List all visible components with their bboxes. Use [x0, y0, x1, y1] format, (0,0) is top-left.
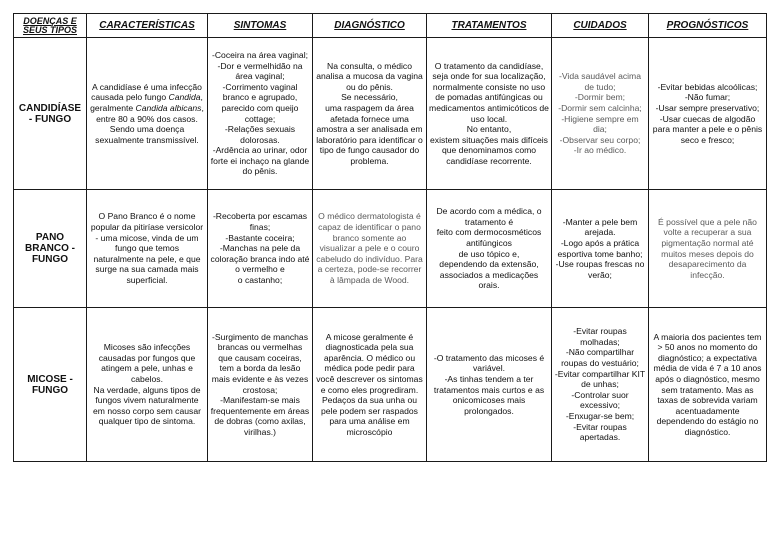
- header-disease-types: DOENÇAS E SEUS TIPOS: [14, 14, 87, 38]
- header-row: [14, 14, 767, 38]
- treatments-cell: -O tratamento das micoses é variável. -As tinhas tendem a ter tratamentos mais curtos e as onicomicoses mais prolongados.: [427, 308, 552, 462]
- prognosis-cell: -Evitar bebidas alcoólicas; -Não fumar; -Usar sempre preservativo; -Usar cuecas de algodão para manter a pele e o pênis seco e fresco;: [649, 38, 767, 190]
- treatments-cell: O tratamento da candidíase, seja onde for sua localização, normalmente consiste no uso de pomadas antifúngicas ou medicamentos antimicóticos de uso local. No entanto, existem situações mais difíceis que denominamos como candidíase recorrente.: [427, 38, 552, 190]
- header-symptoms: SINTOMAS: [208, 14, 313, 38]
- symptoms-cell: -Coceira na área vaginal; -Dor e vermelhidão na área vaginal; -Corrimento vaginal branco e agrupado, parecido com queijo cottage; -Relações sexuais dolorosas. -Ardência ao urinar, odor forte ei inchaço na glande do pênis.: [208, 38, 313, 190]
- species-name: Candida: [168, 92, 201, 103]
- diseases-table: [13, 13, 767, 462]
- symptoms-cell: -Recoberta por escamas finas; -Bastante coceira; -Manchas na pele da coloração branca indo até o vermelho e o castanho;: [208, 190, 313, 308]
- prognosis-cell: A maioria dos pacientes tem > 50 anos no momento do diagnóstico; a expectativa média de vida é 7 a 10 anos após o diagnóstico, mesmo sem tratamento. Mas as taxas de sobrevida variam acentuadamente dependendo do estágio no diagnóstico.: [649, 308, 767, 462]
- characteristics-cell: Micoses são infecções causadas por fungos que atingem a pele, unhas e cabelos. Na verdade, alguns tipos de fungos vivem naturalmente em nosso corpo sem causar qualquer tipo de sintoma.: [87, 308, 208, 462]
- characteristics-cell: A candidíase é uma infecção causada pelo fungo Candida, geralmente Candida albicans, entre 80 a 90% dos casos. Sendo uma doença sexualmente transmissível.: [87, 38, 208, 190]
- table-row-pano-branco: [14, 190, 767, 308]
- header-diagnosis: DIAGNÓSTICO: [313, 14, 427, 38]
- diagnosis-cell: Na consulta, o médico analisa a mucosa da vagina ou do pênis. Se necessário, uma raspagem da área afetada fornece uma amostra a ser analisada em laboratório para identificar o tipo de fungo causador do problema.: [313, 38, 427, 190]
- disease-name: MICOSE - FUNGO: [14, 308, 87, 462]
- care-cell: -Evitar roupas molhadas; -Não compartilhar roupas do vestuário; -Evitar compartilhar KIT de unhas; -Controlar suor excessivo; -Enxugar-se bem; -Evitar roupas apertadas.: [552, 308, 649, 462]
- header-care: CUIDADOS: [552, 14, 649, 38]
- symptoms-cell: -Surgimento de manchas brancas ou vermelhas que causam coceiras, tem a borda da lesão mais evidente e às vezes crostosa; -Manifestam-se mais frequentemente em áreas de dobras (como axilas, virilhas.): [208, 308, 313, 462]
- treatments-cell: De acordo com a médica, o tratamento é feito com dermocosméticos antifúngicos de uso tópico e, dependendo da extensão, associados a medicações orais.: [427, 190, 552, 308]
- header-characteristics: CARACTERÍSTICAS: [87, 14, 208, 38]
- care-cell: -Vida saudável acima de tudo; -Dormir bem; -Dormir sem calcinha; -Higiene sempre em dia; -Observar seu corpo; -Ir ao médico.: [552, 38, 649, 190]
- table-row-candidiase: [14, 38, 767, 190]
- disease-name: PANO BRANCO - FUNGO: [14, 190, 87, 308]
- characteristics-cell: O Pano Branco é o nome popular da pitiríase versicolor - uma micose, vinda de um fungo que temos naturalmente na pele, e que surge na sua camada mais superficial.: [87, 190, 208, 308]
- table-row-micose: [14, 308, 767, 462]
- header-treatments: TRATAMENTOS: [427, 14, 552, 38]
- diagnosis-cell: A micose geralmente é diagnosticada pela sua aparência. O médico ou médica pode pedir para você descrever os sintomas e como eles progrediram. Pedaços da sua unha ou pele podem ser raspados para uma análise em microscópio: [313, 308, 427, 462]
- prognosis-cell: É possível que a pele não volte a recuperar a sua pigmentação normal até muitos meses depois do desaparecimento da infecção.: [649, 190, 767, 308]
- disease-name: CANDIDÍASE - FUNGO: [14, 38, 87, 190]
- header-prognosis: PROGNÓSTICOS: [649, 14, 767, 38]
- care-cell: -Manter a pele bem arejada. -Logo após a prática esportiva tome banho; -Use roupas frescas no verão;: [552, 190, 649, 308]
- diagnosis-cell: O médico dermatologista é capaz de identificar o pano branco somente ao visualizar a pele e o couro cabeludo do indivíduo. Para a certeza, pode-se recorrer à lâmpada de Wood.: [313, 190, 427, 308]
- species-name: Candida albicans: [135, 102, 202, 113]
